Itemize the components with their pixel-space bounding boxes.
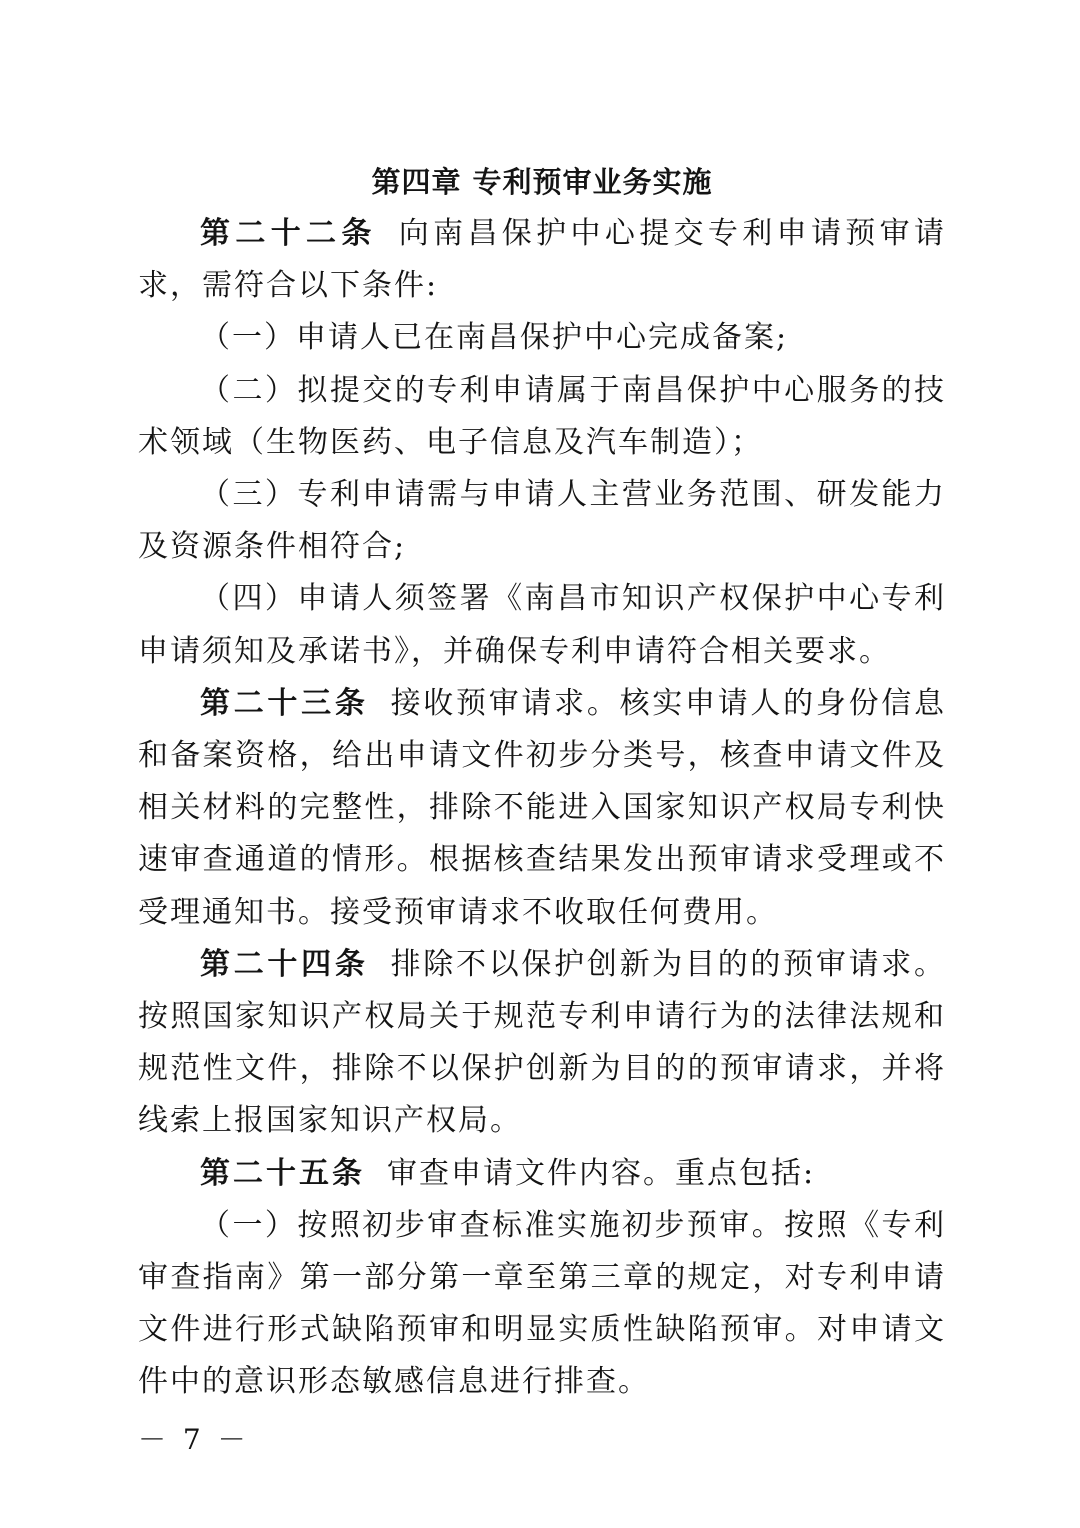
page-number: － 7 －: [138, 1423, 250, 1456]
article-number: 第二十二条: [200, 216, 377, 251]
article-text: 审查申请文件内容。重点包括:: [387, 1155, 816, 1191]
article-25: [138, 1148, 946, 1200]
article-number: 第二十四条: [200, 946, 369, 982]
article-text: 接收预审请求。核实申请人的身份信息和备案资格，给出申请文件初步分类号，核查申请文件及相关材料的完整性，排除不能进入国家知识产权局专利快速审查通道的情形。根据核查结果发出预审请求受理或不受理通知书。接受预审请求不收取任何费用。: [138, 685, 947, 930]
article-22-item-4: （四）申请人须签署《南昌市知识产权保护中心专利申请须知及承诺书》，并确保专利申请符合相关要求。: [138, 581, 946, 669]
chapter-title: 第四章 专利预审业务实施: [371, 165, 713, 199]
article-22-item-3: （三）专利申请需与申请人主营业务范围、研发能力及资源条件相符合;: [138, 477, 946, 565]
page-content: [138, 156, 946, 1409]
article-25-item-1: （一）按照初步审查标准实施初步预审。按照《专利审查指南》第一部分第一章至第三章的规定，对专利申请文件进行形式缺陷预审和明显实质性缺陷预审。对申请文件中的意识形态敏感信息进行排查。: [138, 1207, 946, 1400]
article-22: [138, 208, 946, 312]
article-24: [138, 939, 946, 1148]
article-text: 排除不以保护创新为目的的预审请求。按照国家知识产权局关于规范专利申请行为的法律法规和规范性文件，排除不以保护创新为目的的预审请求，并将线索上报国家知识产权局。: [138, 946, 947, 1139]
article-number: 第二十三条: [200, 685, 369, 721]
article-text: 向南昌保护中心提交专利申请预审请求，需符合以下条件:: [138, 216, 946, 304]
article-23: [138, 678, 946, 939]
article-22-item-2: （二）拟提交的专利申请属于南昌保护中心服务的技术领域（生物医药、电子信息及汽车制造）；: [138, 372, 946, 460]
article-number: 第二十五条: [200, 1155, 365, 1191]
article-22-item-1: （一）申请人已在南昌保护中心完成备案;: [200, 320, 789, 356]
